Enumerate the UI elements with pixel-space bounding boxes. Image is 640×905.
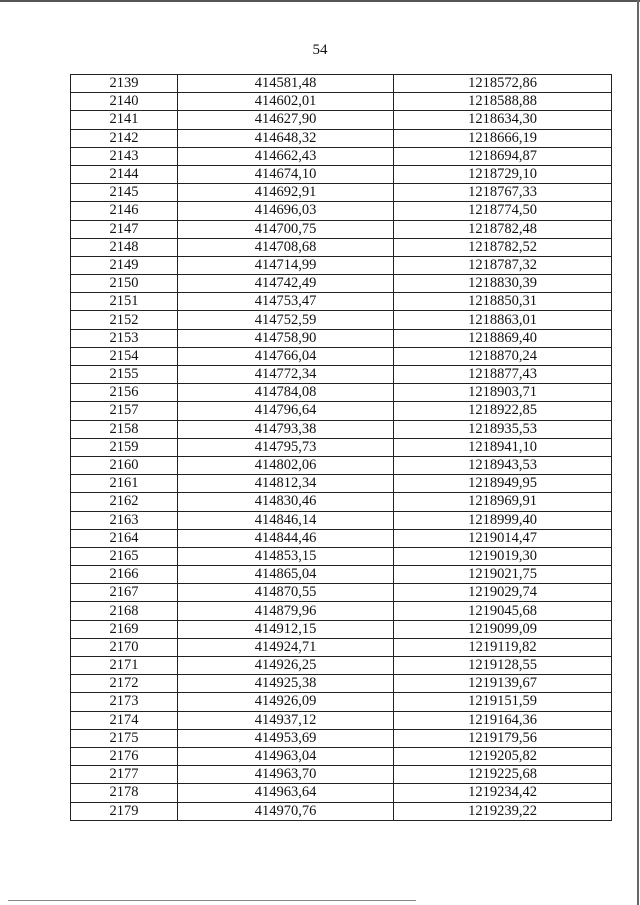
y-coordinate-cell: 1218943,53 xyxy=(394,456,612,474)
table-row xyxy=(71,147,612,165)
table-row xyxy=(71,184,612,202)
point-number-cell: 2150 xyxy=(71,275,178,293)
table-row xyxy=(71,75,612,93)
table-row xyxy=(71,529,612,547)
y-coordinate-cell: 1219151,59 xyxy=(394,693,612,711)
y-coordinate-cell: 1219234,42 xyxy=(394,784,612,802)
y-coordinate-cell: 1218850,31 xyxy=(394,293,612,311)
point-number-cell: 2173 xyxy=(71,693,178,711)
y-coordinate-cell: 1218767,33 xyxy=(394,184,612,202)
x-coordinate-cell: 414708,68 xyxy=(178,238,394,256)
table-row xyxy=(71,256,612,274)
y-coordinate-cell: 1218634,30 xyxy=(394,111,612,129)
table-row xyxy=(71,366,612,384)
y-coordinate-cell: 1219021,75 xyxy=(394,566,612,584)
table-row xyxy=(71,493,612,511)
table-row xyxy=(71,275,612,293)
y-coordinate-cell: 1218949,95 xyxy=(394,475,612,493)
page-bottom-line xyxy=(8,900,416,901)
x-coordinate-cell: 414692,91 xyxy=(178,184,394,202)
point-number-cell: 2160 xyxy=(71,456,178,474)
y-coordinate-cell: 1218572,86 xyxy=(394,75,612,93)
table-row xyxy=(71,456,612,474)
y-coordinate-cell: 1218903,71 xyxy=(394,384,612,402)
x-coordinate-cell: 414753,47 xyxy=(178,293,394,311)
point-number-cell: 2179 xyxy=(71,802,178,820)
x-coordinate-cell: 414602,01 xyxy=(178,93,394,111)
table-row xyxy=(71,620,612,638)
point-number-cell: 2152 xyxy=(71,311,178,329)
x-coordinate-cell: 414648,32 xyxy=(178,129,394,147)
table-row xyxy=(71,165,612,183)
x-coordinate-cell: 414953,69 xyxy=(178,729,394,747)
x-coordinate-cell: 414963,70 xyxy=(178,766,394,784)
y-coordinate-cell: 1218787,32 xyxy=(394,256,612,274)
table-row xyxy=(71,220,612,238)
x-coordinate-cell: 414870,55 xyxy=(178,584,394,602)
y-coordinate-cell: 1218666,19 xyxy=(394,129,612,147)
table-row xyxy=(71,693,612,711)
point-number-cell: 2163 xyxy=(71,511,178,529)
y-coordinate-cell: 1218877,43 xyxy=(394,366,612,384)
x-coordinate-cell: 414581,48 xyxy=(178,75,394,93)
point-number-cell: 2149 xyxy=(71,256,178,274)
y-coordinate-cell: 1219029,74 xyxy=(394,584,612,602)
table-row xyxy=(71,202,612,220)
x-coordinate-cell: 414696,03 xyxy=(178,202,394,220)
x-coordinate-cell: 414963,04 xyxy=(178,747,394,765)
point-number-cell: 2171 xyxy=(71,657,178,675)
y-coordinate-cell: 1219139,67 xyxy=(394,675,612,693)
point-number-cell: 2151 xyxy=(71,293,178,311)
page-top-edge xyxy=(0,0,640,2)
x-coordinate-cell: 414758,90 xyxy=(178,329,394,347)
point-number-cell: 2177 xyxy=(71,766,178,784)
x-coordinate-cell: 414772,34 xyxy=(178,366,394,384)
point-number-cell: 2156 xyxy=(71,384,178,402)
y-coordinate-cell: 1219045,68 xyxy=(394,602,612,620)
table-row xyxy=(71,657,612,675)
point-number-cell: 2176 xyxy=(71,747,178,765)
y-coordinate-cell: 1219179,56 xyxy=(394,729,612,747)
x-coordinate-cell: 414924,71 xyxy=(178,638,394,656)
y-coordinate-cell: 1219225,68 xyxy=(394,766,612,784)
x-coordinate-cell: 414766,04 xyxy=(178,347,394,365)
table-row xyxy=(71,129,612,147)
page-right-edge xyxy=(637,0,639,905)
x-coordinate-cell: 414795,73 xyxy=(178,438,394,456)
table-row xyxy=(71,729,612,747)
y-coordinate-cell: 1219119,82 xyxy=(394,638,612,656)
x-coordinate-cell: 414912,15 xyxy=(178,620,394,638)
point-number-cell: 2154 xyxy=(71,347,178,365)
point-number-cell: 2169 xyxy=(71,620,178,638)
point-number-cell: 2157 xyxy=(71,402,178,420)
y-coordinate-cell: 1218830,39 xyxy=(394,275,612,293)
x-coordinate-cell: 414925,38 xyxy=(178,675,394,693)
table-row xyxy=(71,747,612,765)
x-coordinate-cell: 414963,64 xyxy=(178,784,394,802)
point-number-cell: 2143 xyxy=(71,147,178,165)
table-row xyxy=(71,766,612,784)
table-row xyxy=(71,384,612,402)
x-coordinate-cell: 414830,46 xyxy=(178,493,394,511)
x-coordinate-cell: 414937,12 xyxy=(178,711,394,729)
table-row xyxy=(71,93,612,111)
point-number-cell: 2147 xyxy=(71,220,178,238)
point-number-cell: 2159 xyxy=(71,438,178,456)
y-coordinate-cell: 1219239,22 xyxy=(394,802,612,820)
point-number-cell: 2144 xyxy=(71,165,178,183)
point-number-cell: 2148 xyxy=(71,238,178,256)
y-coordinate-cell: 1218774,50 xyxy=(394,202,612,220)
x-coordinate-cell: 414970,76 xyxy=(178,802,394,820)
x-coordinate-cell: 414846,14 xyxy=(178,511,394,529)
table-row xyxy=(71,584,612,602)
point-number-cell: 2161 xyxy=(71,475,178,493)
table-row xyxy=(71,329,612,347)
y-coordinate-cell: 1218941,10 xyxy=(394,438,612,456)
point-number-cell: 2175 xyxy=(71,729,178,747)
table-row xyxy=(71,802,612,820)
point-number-cell: 2155 xyxy=(71,366,178,384)
page-number: 54 xyxy=(312,42,328,58)
x-coordinate-cell: 414802,06 xyxy=(178,456,394,474)
point-number-cell: 2172 xyxy=(71,675,178,693)
y-coordinate-cell: 1219014,47 xyxy=(394,529,612,547)
coordinates-table-body xyxy=(71,75,612,821)
point-number-cell: 2168 xyxy=(71,602,178,620)
y-coordinate-cell: 1218869,40 xyxy=(394,329,612,347)
y-coordinate-cell: 1219099,09 xyxy=(394,620,612,638)
x-coordinate-cell: 414662,43 xyxy=(178,147,394,165)
y-coordinate-cell: 1218588,88 xyxy=(394,93,612,111)
y-coordinate-cell: 1218694,87 xyxy=(394,147,612,165)
y-coordinate-cell: 1218782,52 xyxy=(394,238,612,256)
y-coordinate-cell: 1218870,24 xyxy=(394,347,612,365)
table-row xyxy=(71,547,612,565)
y-coordinate-cell: 1218782,48 xyxy=(394,220,612,238)
table-row xyxy=(71,784,612,802)
point-number-cell: 2164 xyxy=(71,529,178,547)
x-coordinate-cell: 414926,09 xyxy=(178,693,394,711)
table-row xyxy=(71,347,612,365)
point-number-cell: 2140 xyxy=(71,93,178,111)
x-coordinate-cell: 414700,75 xyxy=(178,220,394,238)
y-coordinate-cell: 1218729,10 xyxy=(394,165,612,183)
y-coordinate-cell: 1219128,55 xyxy=(394,657,612,675)
point-number-cell: 2178 xyxy=(71,784,178,802)
table-row xyxy=(71,238,612,256)
x-coordinate-cell: 414926,25 xyxy=(178,657,394,675)
x-coordinate-cell: 414752,59 xyxy=(178,311,394,329)
table-row xyxy=(71,675,612,693)
point-number-cell: 2162 xyxy=(71,493,178,511)
x-coordinate-cell: 414627,90 xyxy=(178,111,394,129)
table-row xyxy=(71,438,612,456)
table-row xyxy=(71,566,612,584)
point-number-cell: 2167 xyxy=(71,584,178,602)
table-row xyxy=(71,602,612,620)
coordinates-table xyxy=(70,74,612,821)
table-row xyxy=(71,111,612,129)
table-row xyxy=(71,511,612,529)
point-number-cell: 2146 xyxy=(71,202,178,220)
x-coordinate-cell: 414879,96 xyxy=(178,602,394,620)
point-number-cell: 2153 xyxy=(71,329,178,347)
point-number-cell: 2145 xyxy=(71,184,178,202)
table-row xyxy=(71,638,612,656)
point-number-cell: 2166 xyxy=(71,566,178,584)
table-row xyxy=(71,402,612,420)
y-coordinate-cell: 1219019,30 xyxy=(394,547,612,565)
point-number-cell: 2141 xyxy=(71,111,178,129)
table-row xyxy=(71,711,612,729)
point-number-cell: 2139 xyxy=(71,75,178,93)
y-coordinate-cell: 1219164,36 xyxy=(394,711,612,729)
table-row xyxy=(71,475,612,493)
y-coordinate-cell: 1218863,01 xyxy=(394,311,612,329)
point-number-cell: 2142 xyxy=(71,129,178,147)
y-coordinate-cell: 1219205,82 xyxy=(394,747,612,765)
x-coordinate-cell: 414674,10 xyxy=(178,165,394,183)
table-row xyxy=(71,293,612,311)
x-coordinate-cell: 414784,08 xyxy=(178,384,394,402)
point-number-cell: 2174 xyxy=(71,711,178,729)
x-coordinate-cell: 414812,34 xyxy=(178,475,394,493)
x-coordinate-cell: 414742,49 xyxy=(178,275,394,293)
table-row xyxy=(71,311,612,329)
point-number-cell: 2158 xyxy=(71,420,178,438)
point-number-cell: 2165 xyxy=(71,547,178,565)
x-coordinate-cell: 414796,64 xyxy=(178,402,394,420)
y-coordinate-cell: 1218999,40 xyxy=(394,511,612,529)
x-coordinate-cell: 414714,99 xyxy=(178,256,394,274)
y-coordinate-cell: 1218935,53 xyxy=(394,420,612,438)
y-coordinate-cell: 1218969,91 xyxy=(394,493,612,511)
x-coordinate-cell: 414853,15 xyxy=(178,547,394,565)
point-number-cell: 2170 xyxy=(71,638,178,656)
x-coordinate-cell: 414844,46 xyxy=(178,529,394,547)
table-row xyxy=(71,420,612,438)
x-coordinate-cell: 414865,04 xyxy=(178,566,394,584)
y-coordinate-cell: 1218922,85 xyxy=(394,402,612,420)
x-coordinate-cell: 414793,38 xyxy=(178,420,394,438)
